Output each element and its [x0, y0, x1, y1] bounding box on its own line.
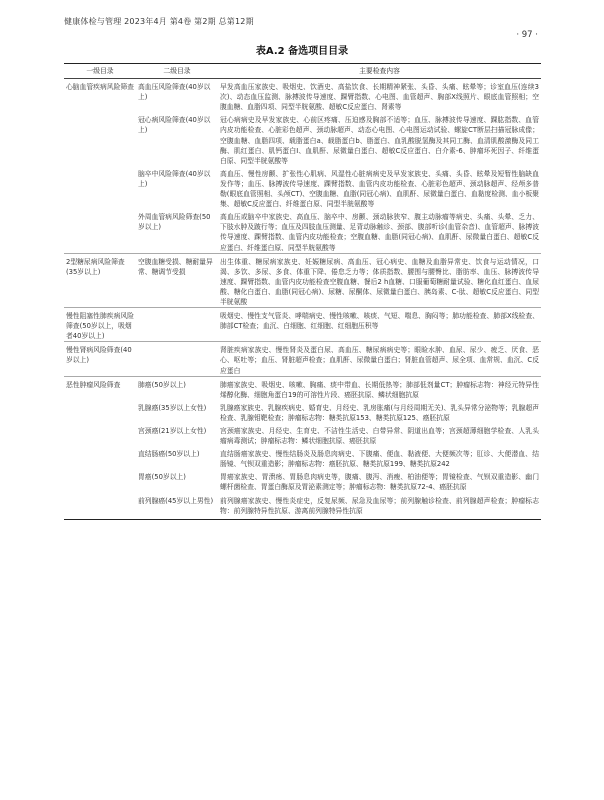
level1-cell	[64, 166, 136, 209]
table-row	[64, 446, 541, 469]
level2-cell: 高血压风险筛查(40岁以上)	[138, 83, 211, 102]
level2-cell: 直结肠癌(50岁以上)	[138, 450, 200, 459]
level1-cell	[64, 209, 136, 253]
content-cell: 冠心病病史及早发家族史、心前区疼痛、压迫感及胸部不适等；血压、脉搏波传导速度、踝肱指数、血管内皮功能检查、心脏彩色超声、颈动脉超声、动态心电图、心电图运动试验、螺旋CT断层扫描冠脉成像；空腹血糖、血脂四项、载脂蛋白a、载脂蛋白b、脂蛋白、血乳酸脱氢酶及其同工酶、血清肌酸激酶及同工酶、肌红蛋白、肌钙蛋白Ⅰ、血肌酐、尿微量白蛋白、超敏C反应蛋白、白介素-6、肿瘤坏死因子、纤维蛋白原、同型半胱氨酸等	[220, 116, 539, 165]
content-cell: 出生体重、糖尿病家族史、妊娠糖尿病、高血压、冠心病史、血糖及血脂异常史、饮食与运动情况，口渴、多饮、多尿、多食、体重下降、倦怠乏力等；体质指数、腰围与腰臀比、脂肪率、血压、脉搏波传导速度、踝臂指数、血管内皮功能检查空腹血糖、餐后2 h血糖、口服葡萄糖耐量试验、糖化血红蛋白、血尿酸、糖化白蛋白、血脂(同冠心病)、尿糖、尿酮体、尿微量白蛋白、胰岛素、C-肽、超敏C反应蛋白、同型半胱氨酸	[218, 253, 541, 307]
table-header-row	[64, 64, 541, 79]
table-row	[64, 469, 541, 492]
content-cell: 胃癌家族史、胃溃疡、胃肠息肉病史等，腹痛、腹泻、消瘦、柏油便等；胃镜检查、气钡双重造影、幽门螺杆菌检查、胃蛋白酶原及胃泌素测定等；肿瘤标志物：糖类抗原72-4、癌胚抗原	[220, 473, 539, 492]
exam-items-table	[64, 63, 541, 520]
level2-cell: 宫颈癌(21岁以上女性)	[138, 427, 207, 435]
level1-cell: 2型糖尿病风险筛查(35岁以上)	[64, 253, 136, 307]
level1-cell	[64, 423, 136, 446]
table-row	[64, 400, 541, 423]
level1-cell	[64, 446, 136, 469]
table-row	[64, 376, 541, 400]
table-row	[64, 209, 541, 253]
level2-cell: 乳腺癌(35岁以上女性)	[138, 403, 207, 412]
table-row	[64, 166, 541, 209]
level2-cell: 肺癌(50岁以上)	[136, 376, 218, 400]
level1-cell: 恶性肿瘤风险筛查	[64, 376, 136, 400]
level2-cell: 前列腺癌(45岁以上男性)	[136, 493, 218, 520]
level1-cell	[64, 400, 136, 423]
table-row	[64, 112, 541, 165]
content-cell: 直结肠癌家族史、慢性结肠炎及肠息肉病史、下腹痛、便血、黏液便、大便频次等；肛诊、大便潜血、结肠镜、气钡双重造影；肿瘤标志物：癌胚抗原、糖类抗原199、糖类抗原242	[220, 450, 539, 469]
level2-cell	[136, 342, 218, 376]
level1-cell	[64, 469, 136, 492]
table-row	[64, 423, 541, 446]
table-row	[64, 253, 541, 307]
table-row	[64, 342, 541, 376]
level1-cell	[64, 493, 136, 520]
page-number: · 97 ·	[516, 30, 538, 40]
content-cell: 肺癌家族史、吸烟史、咳嗽、胸痛、痰中带血、长期低热等；肺部低剂量CT；肿瘤标志物：神经元特异性烯醇化酶、细胞角蛋白19的可溶性片段、癌胚抗原、鳞状细胞抗原	[218, 376, 541, 400]
level1-cell: 慢性阻塞性肺疾病风险筛查(50岁以上，吸烟者40岁以上)	[64, 308, 136, 342]
level2-cell: 脑卒中风险筛查(40岁以上)	[138, 169, 211, 188]
content-cell: 乳腺癌家族史、乳腺疾病史、婚育史、月经史、乳房胀痛(与月经周期无关)、乳头异常分泌物等；乳腺超声检查、乳腺钼靶检查；肿瘤标志物：糖类抗原153、糖类抗原125、癌胚抗原	[220, 403, 539, 422]
content-cell: 吸烟史、慢性支气管炎、哮喘病史、慢性咳嗽、咳痰、气短、喘息、胸闷等；肺功能检查、肺部X线检查、肺部CT检查；血沉、白细胞、红细胞、红细胞压积等	[218, 308, 541, 342]
column-header-level2: 二级目录	[136, 64, 218, 79]
column-header-level1: 一级目录	[64, 64, 136, 79]
level1-cell	[64, 112, 136, 165]
level2-cell: 外周血管病风险筛查(50岁以上)	[138, 213, 211, 232]
level1-cell: 慢性肾病风险筛查(40岁以上)	[64, 342, 136, 376]
content-cell: 宫颈癌家族史、月经史、生育史、不洁性生活史、白带异常、阴道出血等；宫颈超薄细胞学检查、人乳头瘤病毒测试；肿瘤标志物：鳞状细胞抗原、癌胚抗原	[220, 427, 539, 446]
level1-cell: 心脑血管疾病风险筛查	[66, 83, 134, 92]
table-row	[64, 308, 541, 342]
level2-cell	[136, 308, 218, 342]
level2-cell: 空腹血糖受损、糖耐量异常、糖调节受损	[136, 253, 218, 307]
column-header-content: 主要检查内容	[218, 64, 541, 79]
level2-cell: 冠心病风险筛查(40岁以上)	[138, 116, 211, 135]
content-cell: 高血压或脑卒中家族史、高血压、脑卒中、房颤、颈动脉狭窄、腹主动脉瘤等病史、头痛、头晕、乏力、下肢水肿及跛行等；血压及四肢血压测量、足背动脉触诊、颈部、腹部听诊(血管杂音)、血管超声、脉搏波传导速度、踝臂指数、血管内皮功能检查；空腹血糖、血脂(同冠心病)、血肌酐、尿微量白蛋白、超敏C反应蛋白、纤维蛋白原、同型半胱氨酸等	[220, 213, 539, 252]
table-row	[64, 79, 541, 113]
table-row	[64, 493, 541, 520]
journal-header: 健康体检与管理 2023年4月 第4卷 第2期 总第12期	[64, 17, 254, 26]
content-cell: 肾脏疾病家族史、慢性肾炎及蛋白尿、高血压、糖尿病病史等；眼睑水肿、血尿、尿少、疲乏、厌食、恶心、呕吐等；血压、肾脏超声检查；血肌酐、尿微量白蛋白；肾脏血管超声、尿全项、血常规、血沉、C反应蛋白	[218, 342, 541, 376]
content-cell: 高血压、慢性房颤、扩张性心肌病、风湿性心脏病病史及早发家族史、头痛、头昏、眩晕及短暂性脑缺血发作等；血压、脉搏波传导速度、踝臂指数、血管内皮功能检查、心脏彩色超声、颈动脉超声、经颅多普勒(眼底血管照相、头颅CT)、空腹血糖、血脂(同冠心病)、血肌酐、尿微量白蛋白、血黏度检测、血小板聚集、超敏C反应蛋白、纤维蛋白原、同型半胱氨酸等	[220, 169, 539, 209]
content-cell: 前列腺癌家族史、慢性炎症史，反复尿频、尿急及血尿等；前列腺触诊检查、前列腺超声检查；肿瘤标志物：前列腺特异性抗原、游离前列腺特异性抗原	[218, 493, 541, 520]
content-cell: 早发高血压家族史、吸烟史、饮酒史、高盐饮食、长期精神紧张、头昏、头痛、眩晕等；诊室血压(连续3次)、动态血压监测、脉搏波传导速度、踝臂指数、心电图、血管超声、胸部X线照片、眼底血管照相；空腹血糖、血脂四项、同型半胱氨酸、超敏C反应蛋白、肾素等	[220, 83, 539, 112]
table-title: 表A.2 备选项目目录	[255, 46, 349, 57]
level2-cell: 胃癌(50岁以上)	[138, 473, 186, 482]
